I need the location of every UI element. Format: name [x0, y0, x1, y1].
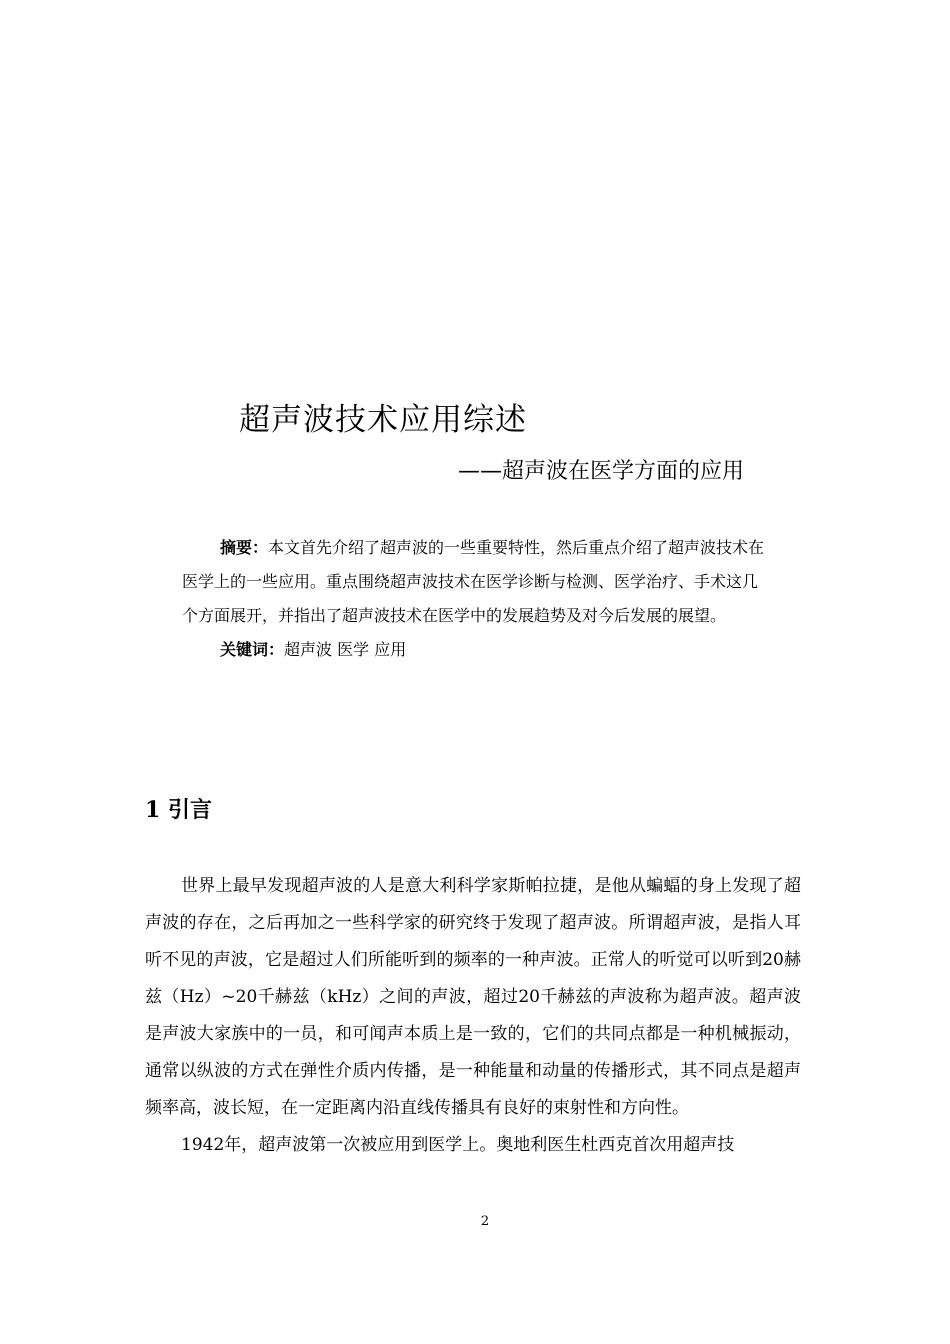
body-paragraph: 世界上最早发现超声波的人是意大利科学家斯帕拉捷，是他从蝙蝠的身上发现了超声波的存在，之后再加之一些科学家的研究终于发现了超声波。所谓超声波，是指人耳听不见的声波，它是超过人们所能听到的频率的一种声波。正常人的听觉可以听到20赫兹（Hz）~20千赫兹（kHz）之间的声波，超过20千赫兹的声波称为超声波。超声波是声波大家族中的一员，和可闻声本质上是一致的，它们的共同点都是一种机械振动，通常以纵波的方式在弹性介质内传播，是一种能量和动量的传播形式，其不同点是超声频率高，波长短，在一定距离内沿直线传播具有良好的束射性和方向性。 [145, 876, 801, 1118]
body-paragraph: 1942年，超声波第一次被应用到医学上。奥地利医生杜西克首次用超声技 [181, 1135, 735, 1155]
document-subtitle: ——超声波在医学方面的应用 [458, 459, 745, 484]
abstract-text: 本文首先介绍了超声波的一些重要特性，然后重点介绍了超声波技术在医学上的一些应用。重点围绕超声波技术在医学诊断与检测、医学治疗、手术这几个方面展开，并指出了超声波技术在医学中的发展趋势及对今后发展的展望。 [182, 538, 765, 625]
keywords-label: 关键词： [220, 640, 285, 659]
abstract-block [182, 531, 772, 667]
keywords-text: 超声波 医学 应用 [284, 640, 407, 659]
page-number: 2 [480, 1214, 490, 1229]
document-title: 超声波技术应用综述 [239, 402, 527, 438]
keywords-paragraph [182, 633, 772, 667]
abstract-label: 摘要： [220, 538, 269, 557]
section-heading: 1 引言 [145, 797, 212, 823]
abstract-paragraph [182, 531, 772, 633]
section-body [145, 868, 801, 1164]
